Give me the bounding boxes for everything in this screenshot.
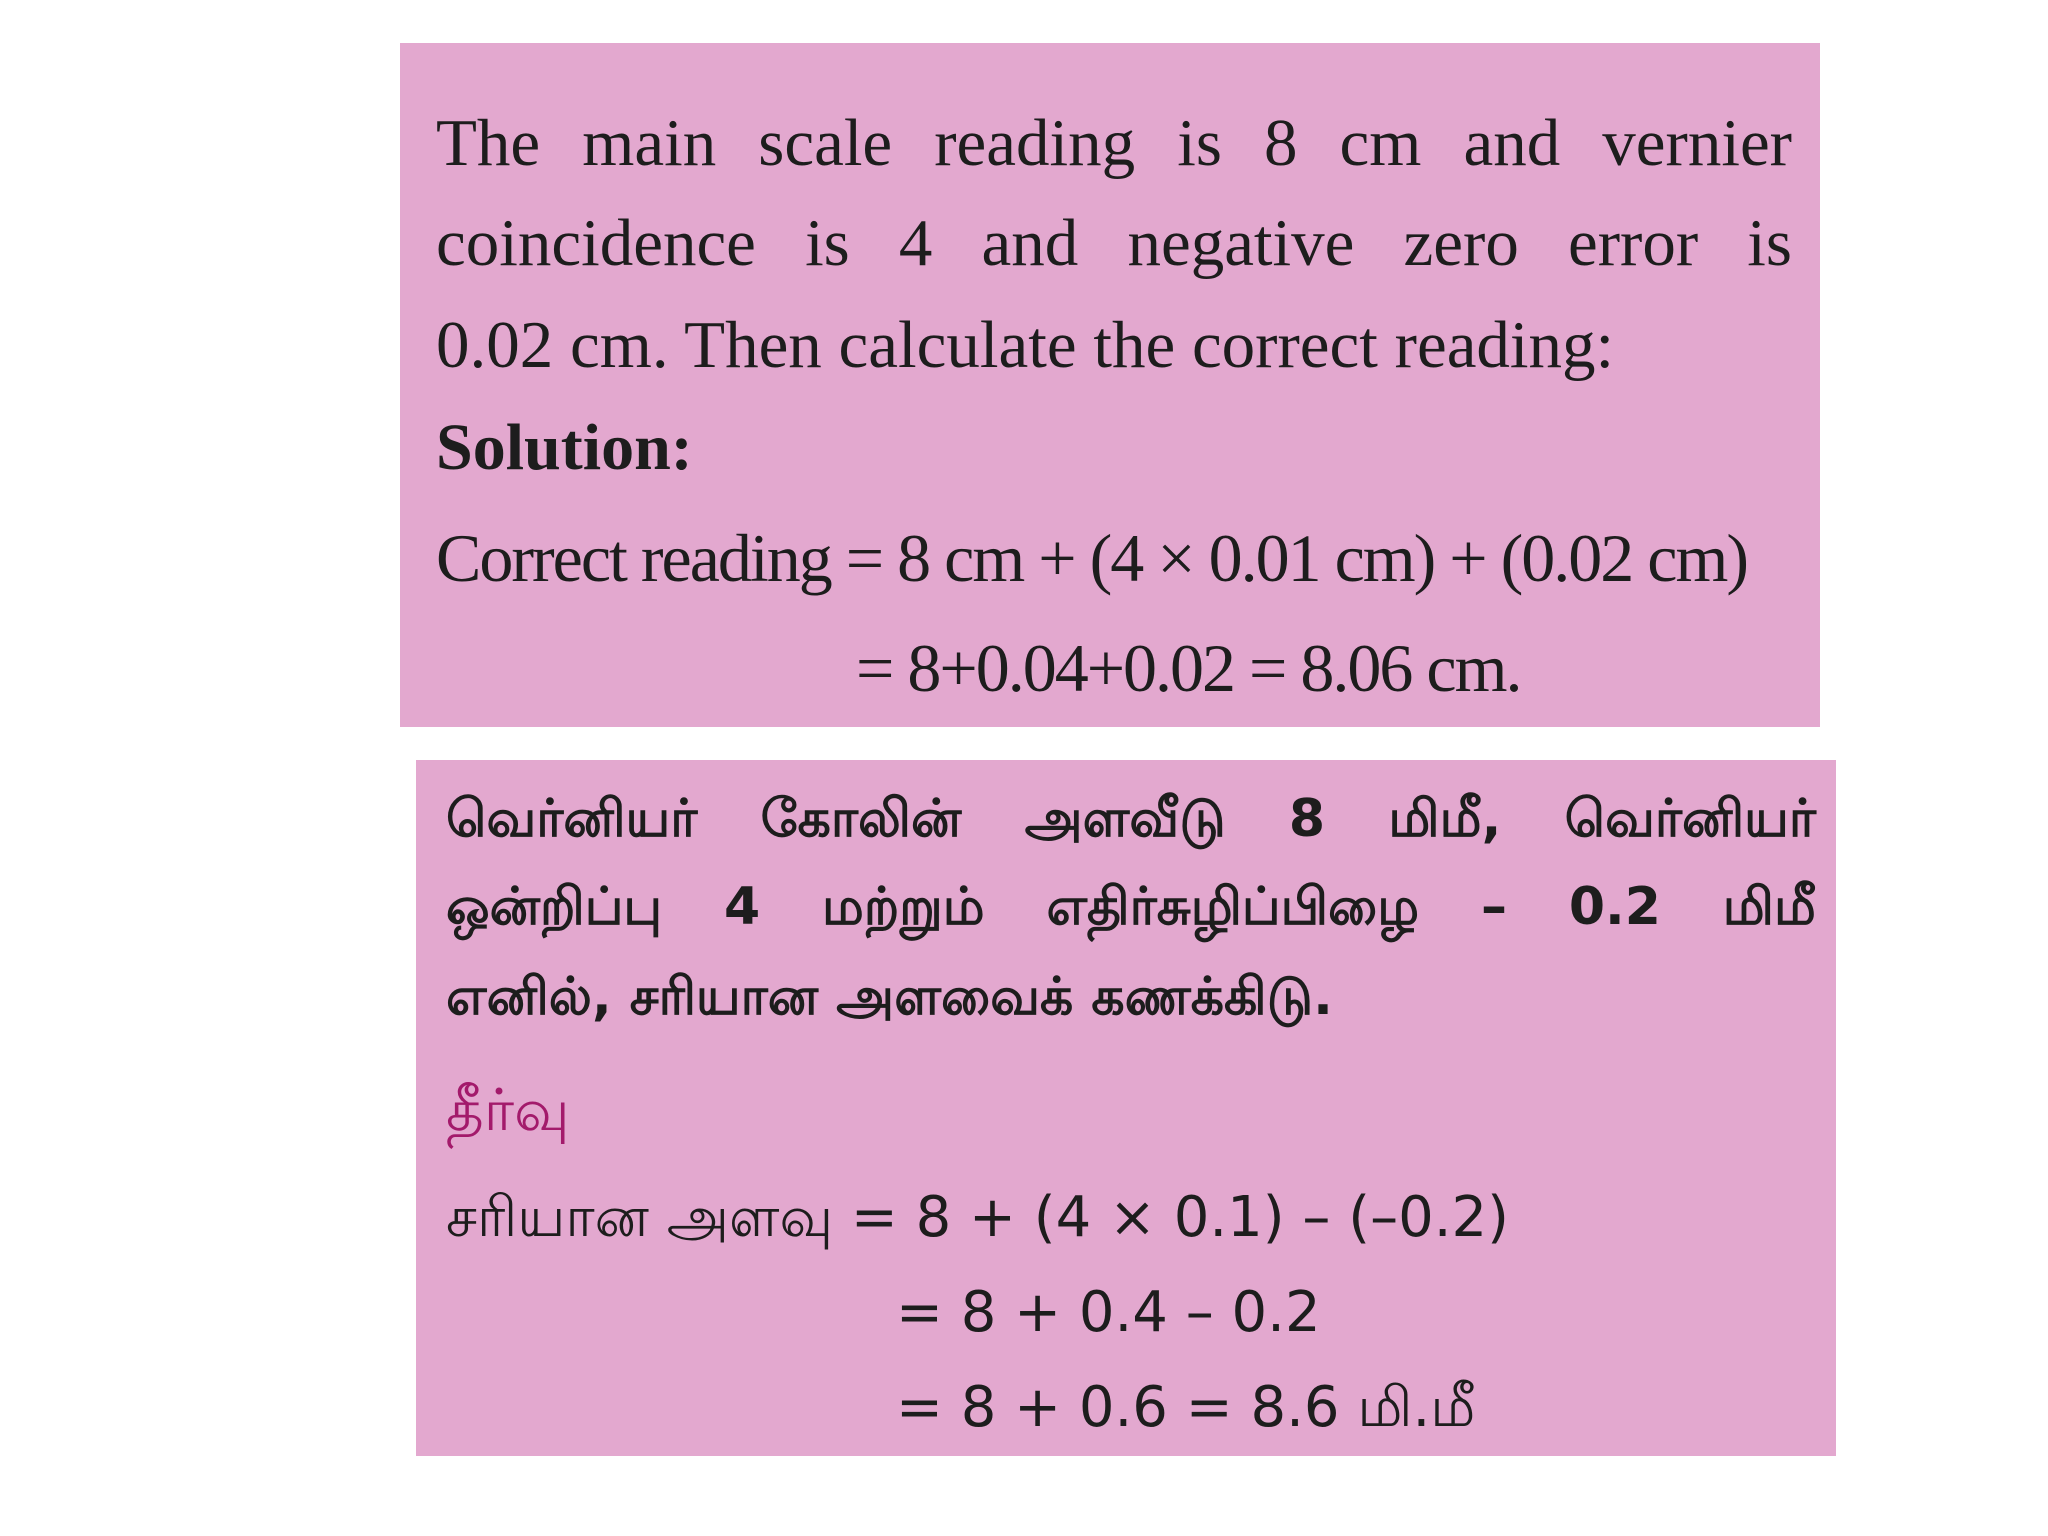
english-equation-line-1: Correct reading = 8 cm + (4 × 0.01 cm) + (0.02 cm): [436, 520, 1747, 596]
english-question-line-1: The main scale reading is 8 cm and vernier: [436, 106, 1792, 180]
english-equation-line-2: = 8+0.04+0.02 = 8.06 cm.: [856, 630, 1521, 706]
tamil-equation-line-1: சரியான அளவு = 8 + (4 × 0.1) – (–0.2): [446, 1185, 1509, 1250]
tamil-solution-heading: தீர்வு: [446, 1076, 570, 1144]
english-problem-box: [400, 43, 1820, 727]
tamil-question-line-2: ஒன்றிப்பு 4 மற்றும் எதிர்சுழிப்பிழை – 0.2 மிமீ: [446, 877, 1816, 937]
english-question-line-3: 0.02 cm. Then calculate the correct reading:: [436, 308, 1615, 382]
tamil-problem-box: [416, 760, 1836, 1456]
tamil-question-line-1: வெர்னியர் கோலின் அளவீடு 8 மிமீ, வெர்னியர்: [446, 789, 1816, 849]
english-solution-heading: Solution:: [436, 411, 693, 484]
tamil-equation-line-3: = 8 + 0.6 = 8.6 மி.மீ: [896, 1375, 1476, 1440]
english-question-line-2: coincidence is 4 and negative zero error is: [436, 206, 1792, 280]
tamil-equation-line-2: = 8 + 0.4 – 0.2: [896, 1280, 1321, 1345]
tamil-question-line-3: எனில், சரியான அளவைக் கணக்கிடு.: [446, 967, 1333, 1027]
